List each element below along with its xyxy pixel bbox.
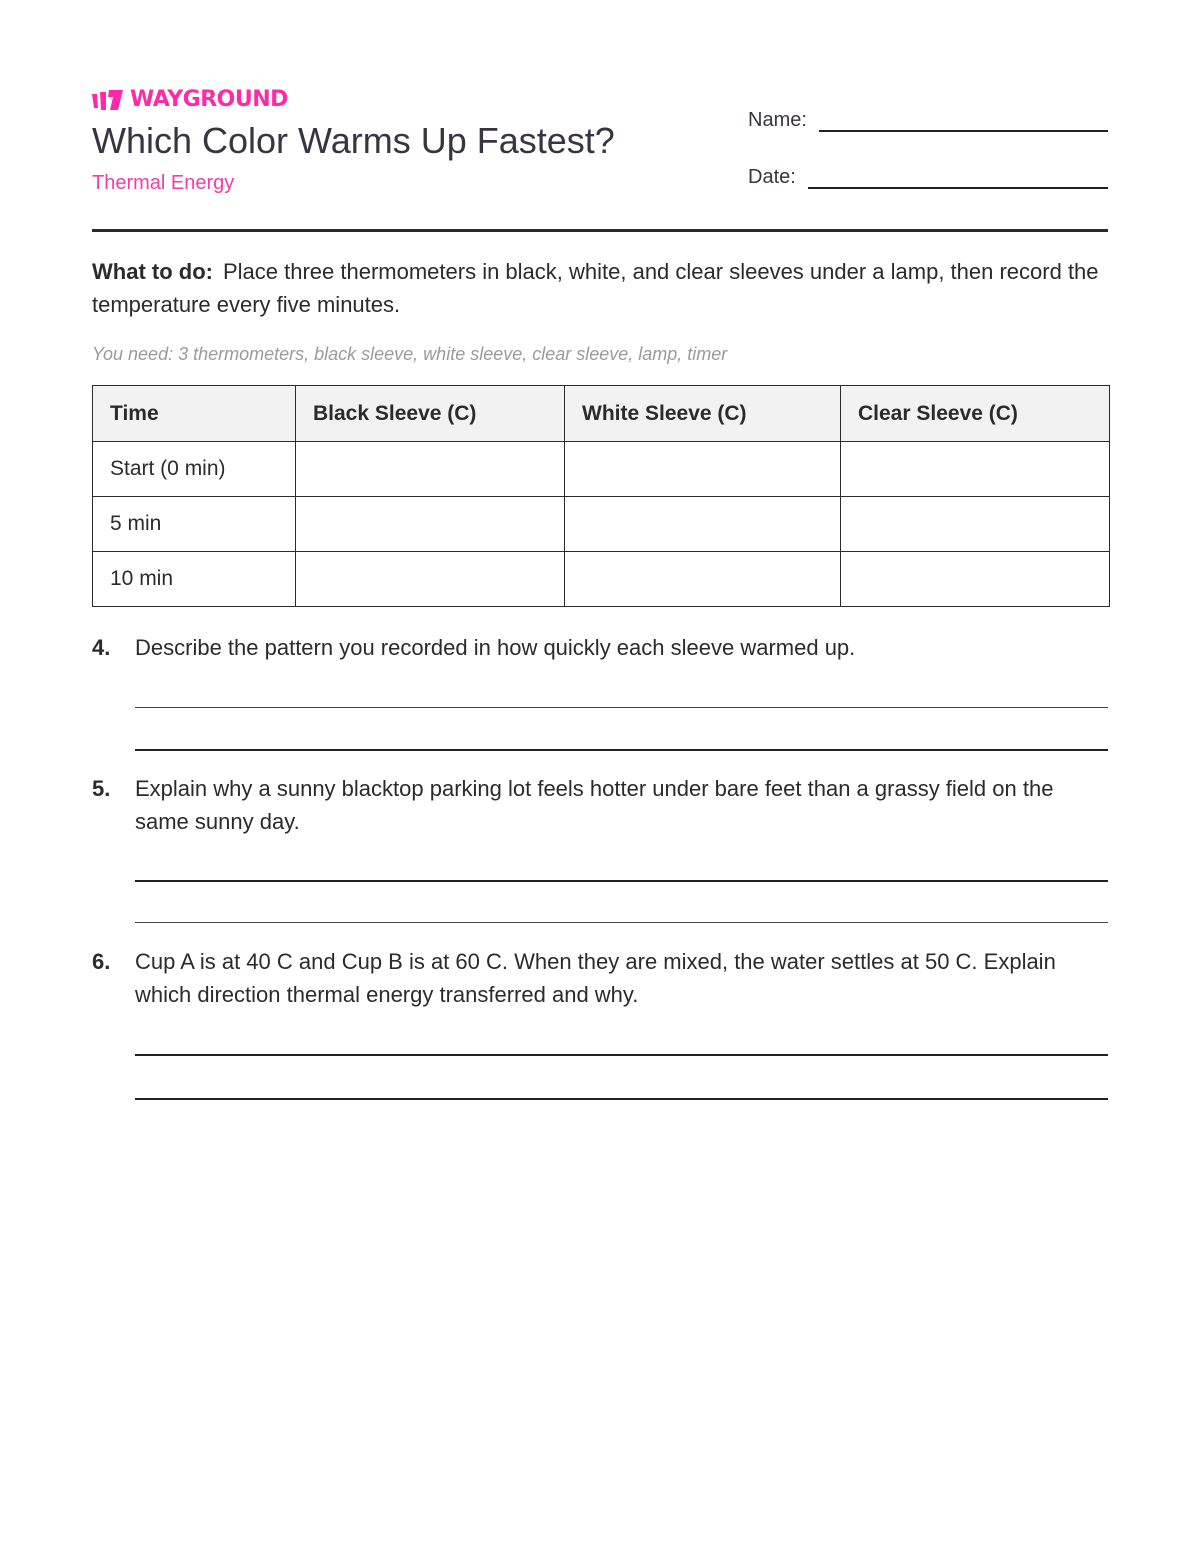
name-line[interactable] — [819, 104, 1108, 132]
white-sleeve-cell[interactable] — [565, 497, 841, 552]
black-sleeve-cell[interactable] — [296, 497, 565, 552]
question-text: Explain why a sunny blacktop parking lot feels hotter under bare feet than a grassy field on the same sunny day. — [135, 776, 1054, 834]
question-number: 4. — [92, 635, 111, 660]
header-black-sleeve: Black Sleeve (C) — [296, 386, 565, 442]
brand-logo — [92, 86, 288, 114]
clear-sleeve-cell[interactable] — [841, 552, 1110, 607]
question-text: Describe the pattern you recorded in how quickly each sleeve warmed up. — [135, 635, 856, 660]
clear-sleeve-cell[interactable] — [841, 497, 1110, 552]
question-number: 6. — [92, 949, 111, 974]
wayground-logo-icon — [92, 88, 124, 112]
date-field — [748, 161, 1108, 190]
answer-line[interactable] — [135, 707, 1108, 708]
header-white-sleeve: White Sleeve (C) — [565, 386, 841, 442]
table-row — [93, 552, 1110, 607]
black-sleeve-cell[interactable] — [296, 442, 565, 497]
instructions — [92, 255, 1108, 321]
temperature-table — [92, 385, 1110, 607]
table-header-row — [93, 386, 1110, 442]
question-4 — [92, 631, 1108, 756]
date-line[interactable] — [808, 161, 1108, 189]
time-cell: 10 min — [93, 552, 296, 607]
page-subtitle: Thermal Energy — [92, 172, 235, 194]
name-field — [748, 104, 1108, 133]
header-clear-sleeve: Clear Sleeve (C) — [841, 386, 1110, 442]
answer-line[interactable] — [135, 1054, 1108, 1056]
table-row — [93, 497, 1110, 552]
white-sleeve-cell[interactable] — [565, 552, 841, 607]
page-title: Which Color Warms Up Fastest? — [92, 120, 615, 161]
question-5 — [92, 772, 1108, 932]
header-time: Time — [93, 386, 296, 442]
time-cell: 5 min — [93, 497, 296, 552]
materials-list: You need: 3 thermometers, black sleeve, white sleeve, clear sleeve, lamp, timer — [92, 344, 728, 364]
answer-line[interactable] — [135, 922, 1108, 923]
black-sleeve-cell[interactable] — [296, 552, 565, 607]
instructions-lead: What to do: — [92, 259, 213, 284]
clear-sleeve-cell[interactable] — [841, 442, 1110, 497]
name-label: Name: — [748, 109, 807, 131]
brand-name: WAYGROUND — [130, 87, 288, 112]
answer-line[interactable] — [135, 880, 1108, 882]
question-number: 5. — [92, 776, 111, 801]
white-sleeve-cell[interactable] — [565, 442, 841, 497]
question-6 — [92, 945, 1108, 1105]
answer-line[interactable] — [135, 1098, 1108, 1100]
time-cell: Start (0 min) — [93, 442, 296, 497]
answer-line[interactable] — [135, 749, 1108, 751]
table-row — [93, 442, 1110, 497]
instructions-text: Place three thermometers in black, white, and clear sleeves under a lamp, then record the temperature every five minutes. — [92, 259, 1099, 317]
header-divider — [92, 229, 1108, 232]
date-label: Date: — [748, 166, 796, 188]
question-text: Cup A is at 40 C and Cup B is at 60 C. When they are mixed, the water settles at 50 C. Explain which direction thermal energy transferred and why. — [135, 949, 1056, 1007]
